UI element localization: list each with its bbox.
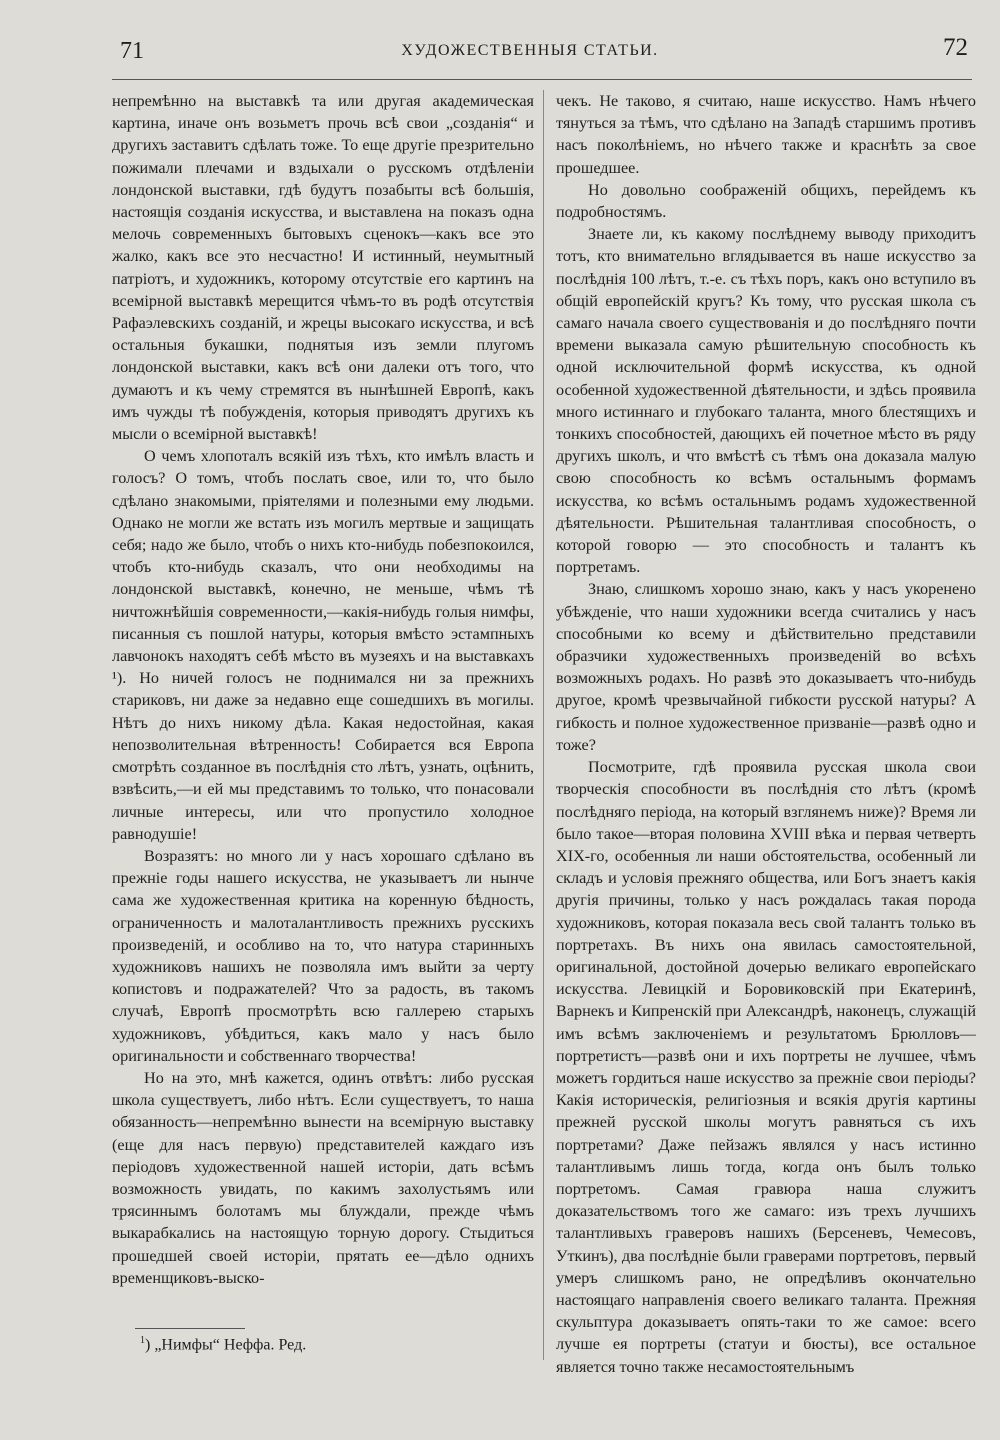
paragraph: О чемъ хлопоталъ всякій изъ тѣхъ, кто имѣлъ власть и голосъ? О томъ, чтобъ послать свое, или то, что было сдѣлано знакомыми, пріятелями и полезными ему людьми. Однако не могли же встать изъ могилъ мертвые и защищать себя; надо же было, чтобъ о нихъ кто-нибудь побезпокоился, чтобъ кто-нибудь сказалъ, что они необходимы на лондонской выставкѣ, конечно, не меньше, чѣмъ тѣ ничтожнѣйшія современности,—какія-нибудь голыя нимфы, писанныя съ пошлой натуры, которыя вмѣсто эстампныхъ лавчонокъ находятъ себѣ мѣсто въ музеяхъ и на выставкахъ ¹). Но ничей голосъ не поднимался ни за прежнихъ стариковъ, ни даже за недавно еще сошедшихъ въ могилы. Нѣтъ до нихъ никому дѣла. Какая недостойная, какая непозволительная вѣтренность! Собирается вся Европа смотрѣть созданное въ послѣднія сто лѣтъ, узнать, оцѣнить, взвѣсить,—и ей мы представимъ то только, что понасовали личные интересы, или что пропустило холодное равнодушіе!: [112, 447, 534, 843]
paragraph: Посмотрите, гдѣ проявила русская школа свои творческія способности въ послѣднія сто лѣтъ (кромѣ послѣдняго періода, на который взглянемъ ниже)? Время ли было такое—вторая половина XVIII вѣка и первая четверть XIX-го, особенныя ли наши обстоятельства, особенный ли складъ и условія прежняго общества, или Богъ знаетъ какія другія причины, только у насъ рождалась такая порода художниковъ, которая показала весь свой талантъ только въ портретахъ. Въ нихъ она явилась самостоятельной, оригинальной, достойной дочерью великаго европейскаго искусства. Левицкій и Боровиковскій при Екатеринѣ, Варнекъ и Кипренскій при Александрѣ, наконецъ, служащій имъ всѣмъ заключеніемъ и результатомъ Брюлловъ—портретистъ—развѣ они и ихъ портреты не лучшее, чѣмъ можетъ гордиться наше искусство за прежніе свои періоды? Какія историческія, религіозныя и всякія другія картины прежней русской школы могутъ равняться съ ихъ портретами? Даже пейзажъ являлся у насъ истинно талантливымъ лишь тогда, когда онъ былъ только портретомъ. Самая гравюра наша служитъ доказательствомъ того же самаго: изъ трехъ лучшихъ талантливыхъ граверовъ нашихъ (Берсеневъ, Чемесовъ, Уткинъ), два послѣдніе были граверами портретовъ, первый умеръ слишкомъ рано, не опредѣливъ окончательно настоящаго направленія своего великаго таланта. Прежняя скульптура доказываетъ опять-таки то же самое: всего лучше ея портреты (статуи и бюсты), все остальное является точно также несамостоятельнымъ: [556, 758, 976, 1376]
paragraph: Знаете ли, къ какому послѣднему выводу приходитъ тотъ, кто внимательно вглядывается въ наше искусство за послѣднія 100 лѣтъ, т.-е. съ тѣхъ поръ, какъ оно вступило въ общій европейскій кругъ? Къ тому, что русская школа съ самаго начала своего существованія и до послѣдняго почти времени выказала самую рѣшительную способность къ одной исключительной формѣ искусства, къ одной особенной художественной дѣятельности, и здѣсь проявила много истиннаго и глубокаго таланта, много блестящихъ и тонкихъ способностей, дающихъ ей почетное мѣсто въ ряду другихъ школъ, и что вмѣстѣ съ тѣмъ она доказала малую свою способность ко всѣмъ остальнымъ формамъ искусства, ко всѣмъ остальнымъ родамъ художественной дѣятельности. Рѣшительная талантливая способность, о которой говорю — это способность и талантъ къ портретамъ.: [556, 225, 976, 577]
header-rule: [112, 79, 972, 80]
paragraph: чекъ. Не таково, я считаю, наше искусство. Намъ нѣчего тянуться за тѣмъ, что сдѣлано на Западѣ старшимъ противъ насъ поколѣніемъ, но нѣчего также и краснѣть за свое прошедшее.: [556, 92, 976, 177]
paragraph: Возразятъ: но много ли у насъ хорошаго сдѣлано въ прежніе годы нашего искусства, не указываетъ ли нынче сама же художественная критика на коренную бѣдность, ограниченность и малоталантливость прежнихъ русскихъ произведеній, и особливо на то, что натура старинныхъ художниковъ нашихъ не позволяла имъ выйти за черту копистовъ и подражателей? Что за радость, въ такомъ случаѣ, Европѣ просмотрѣть всю галлерею старыхъ художниковъ, убѣдиться, какъ мало у насъ было оригинальности и собственнаго творчества!: [112, 846, 534, 1065]
page-number-right: 72: [943, 34, 968, 61]
footnote: [140, 1335, 306, 1354]
paragraph: Но на это, мнѣ кажется, одинъ отвѣтъ: либо русская школа существуетъ, либо нѣтъ. Если существуетъ, то наша обязанность—непремѣнно вынести на всемірную выставку (еще для насъ первую) представителей каждаго изъ періодовъ художественной нашей исторіи, дать всѣмъ возможность увидать, по какимъ захолустьямъ или трясиннымъ болотамъ мы блуждали, прежде чѣмъ выкарабкались на настоящую торную дорогу. Стыдиться прошедшей своей исторіи, прятать ее—дѣло однихъ временщиковъ-выско-: [112, 1068, 534, 1287]
running-title: ХУДОЖЕСТВЕННЫЯ СТАТЬИ.: [401, 42, 659, 59]
page-number-left: 71: [120, 38, 144, 64]
footnote-text: ) „Нимфы“ Неффа. Ред.: [145, 1336, 307, 1354]
footnote-mark: 1: [140, 1335, 145, 1346]
left-column: [112, 90, 534, 1289]
column-divider: [543, 90, 544, 1360]
page-header: [0, 30, 1000, 70]
paragraph: Но довольно соображеній общихъ, перейдемъ къ подробностямъ.: [556, 180, 976, 222]
right-column: [556, 90, 976, 1378]
footnote-rule: [135, 1328, 245, 1329]
paragraph: непремѣнно на выставкѣ та или другая академическая картина, иначе онъ возьметъ прочь всѣ свои „созданія“ и другихъ заставитъ сдѣлать тоже. То еще другіе презрительно пожимали плечами и вздыхали о русскомъ отдѣленіи лондонской выставки, гдѣ будутъ позабыты всѣ большія, настоящія созданія искусства, и выставлена на показъ одна мелочь современныхъ бытовыхъ сценокъ—какъ все это жалко, какъ все это несчастно! И истинный, неумытный патріотъ, и художникъ, которому отсутствіе его картинъ на всемірной выставкѣ мерещится чѣмъ-то въ родѣ отсутствія Рафаэлевскихъ созданій, и жрецы высокаго искусства, и всѣ остальныя букашки, поднятыя изъ земли плугомъ лондонской выставки, какъ всѣ они далеки отъ того, что думаютъ и къ чему стремятся въ нынѣшней Европѣ, какъ имъ чужды тѣ побужденія, которыя приводятъ другихъ къ мысли о всемірной выставкѣ!: [112, 92, 534, 444]
paragraph: Знаю, слишкомъ хорошо знаю, какъ у насъ укоренено убѣжденіе, что наши художники всегда считались у насъ способными ко всему и дѣйствительно представили образчики художественныхъ произведеній во всѣхъ возможныхъ родахъ. Но развѣ это доказываетъ что-нибудь другое, кромѣ чрезвычайной гибкости русской натуры? А гибкость и полное художественное призваніе—развѣ одно и тоже?: [556, 580, 976, 754]
